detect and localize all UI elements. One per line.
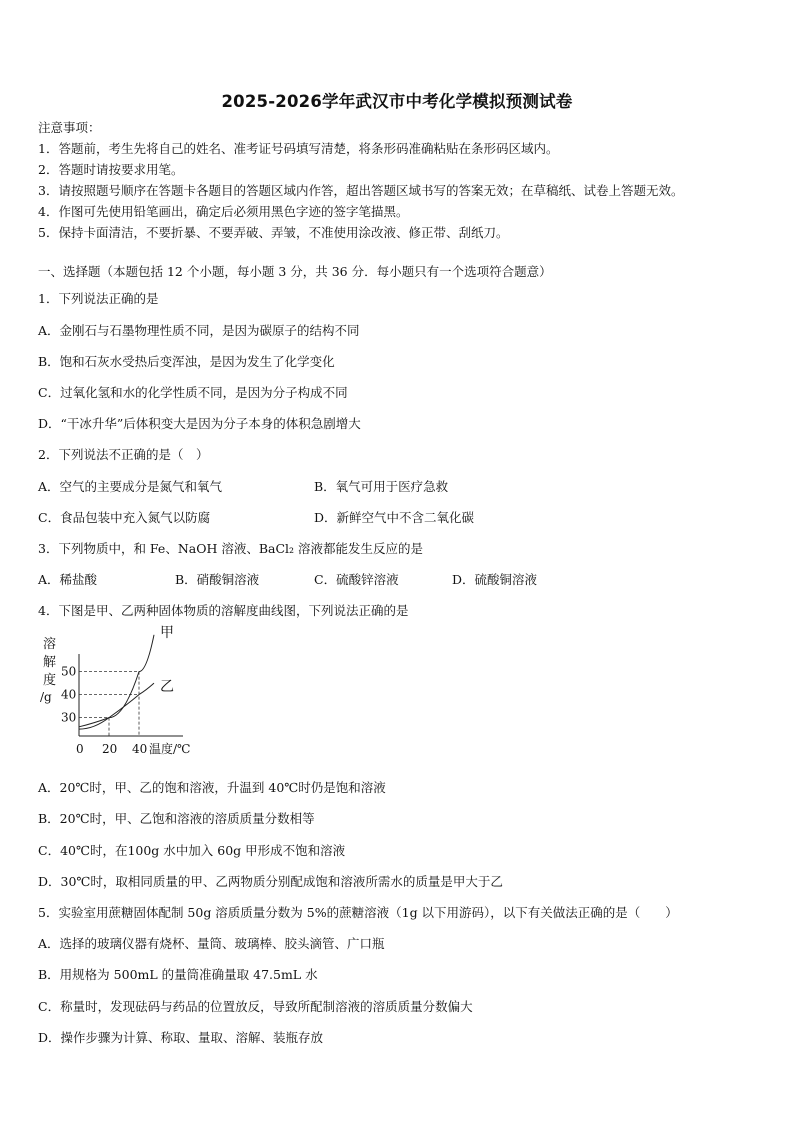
series-line xyxy=(79,635,154,729)
series-label: 乙 xyxy=(160,679,174,696)
q5-option-c: C．称量时，发现砝码与药品的位置放反，导致所配制溶液的溶质质量分数偏大 xyxy=(38,999,473,1014)
q5-option-b: B．用规格为 500mL 的量筒准确量取 47.5mL 水 xyxy=(38,967,318,982)
question-4-stem: 4．下图是甲、乙两种固体物质的溶解度曲线图，下列说法正确的是 xyxy=(38,603,409,618)
solubility-chart xyxy=(38,624,208,762)
notice-item: 4．作图可先使用铅笔画出，确定后必须用黑色字迹的签字笔描黑。 xyxy=(38,204,409,219)
notice-item: 5．保持卡面清洁，不要折暴、不要弄破、弄皱，不准使用涂改液、修正带、刮纸刀。 xyxy=(38,225,509,240)
question-3-stem: 3．下列物质中，和 Fe、NaOH 溶液、BaCl₂ 溶液都能发生反应的是 xyxy=(38,541,424,556)
q4-option-d: D．30℃时，取相同质量的甲、乙两物质分别配成饱和溶液所需水的质量是甲大于乙 xyxy=(38,874,503,889)
q2-option-b: B．氧气可用于医疗急救 xyxy=(314,479,449,494)
notice-heading: 注意事项： xyxy=(38,120,101,135)
q2-option-a: A．空气的主要成分是氮气和氧气 xyxy=(38,479,223,494)
notice-item: 2．答题时请按要求用笔。 xyxy=(38,162,184,177)
page-title: 2025-2026学年武汉市中考化学模拟预测试卷 xyxy=(221,92,573,111)
y-axis-label-char: 解 xyxy=(43,655,57,670)
notice-item: 3．请按照题号顺序在答题卡各题目的答题区域内作答，超出答题区域书写的答案无效；在草稿纸、试卷上答题无效。 xyxy=(38,183,684,198)
question-2-stem: 2．下列说法不正确的是（ ） xyxy=(38,447,209,462)
y-tick-label: 40 xyxy=(61,687,77,702)
question-1-stem: 1．下列说法正确的是 xyxy=(38,291,159,306)
q1-option-d: D．“干冰升华”后体积变大是因为分子本身的体积急剧增大 xyxy=(38,416,361,431)
q4-option-b: B．20℃时，甲、乙饱和溶液的溶质质量分数相等 xyxy=(38,811,315,826)
q3-option-a: A．稀盐酸 xyxy=(38,572,98,587)
x-axis-label: 温度/℃ xyxy=(149,742,191,756)
x-tick-label: 20 xyxy=(102,742,118,756)
q1-option-a: A．金刚石与石墨物理性质不同，是因为碳原子的结构不同 xyxy=(38,323,360,338)
section-heading: 一、选择题（本题包括 12 个小题，每小题 3 分，共 36 分．每小题只有一个选项符合题意） xyxy=(38,264,552,279)
x-tick-label: 0 xyxy=(76,742,84,756)
y-axis-label-char: 度 xyxy=(43,673,57,688)
q2-option-c: C．食品包装中充入氮气以防腐 xyxy=(38,510,211,525)
series-line xyxy=(79,683,154,727)
q3-option-b: B．硝酸铜溶液 xyxy=(175,572,260,587)
q1-option-b: B．饱和石灰水受热后变浑浊，是因为发生了化学变化 xyxy=(38,354,335,369)
q2-option-d: D．新鲜空气中不含二氧化碳 xyxy=(314,510,475,525)
q4-option-c: C．40℃时，在100g 水中加入 60g 甲形成不饱和溶液 xyxy=(38,843,346,858)
q3-option-c: C．硫酸锌溶液 xyxy=(314,572,399,587)
q3-option-d: D．硫酸铜溶液 xyxy=(452,572,538,587)
notice-item: 1．答题前，考生先将自己的姓名、准考证号码填写清楚，将条形码准确粘贴在条形码区域内。 xyxy=(38,141,559,156)
y-axis-label-char: 溶 xyxy=(43,637,57,652)
q1-option-c: C．过氧化氢和水的化学性质不同，是因为分子构成不同 xyxy=(38,385,348,400)
y-tick-label: 30 xyxy=(61,710,77,725)
y-axis-label-char: /g xyxy=(40,690,52,704)
question-5-stem: 5．实验室用蔗糖固体配制 50g 溶质质量分数为 5%的蔗糖溶液（1g 以下用游码），以下有关做法正确的是（ ） xyxy=(38,905,678,920)
q5-option-a: A．选择的玻璃仪器有烧杯、量筒、玻璃棒、胶头滴管、广口瓶 xyxy=(38,936,385,951)
q5-option-d: D．操作步骤为计算、称取、量取、溶解、装瓶存放 xyxy=(38,1030,324,1045)
y-tick-label: 50 xyxy=(61,664,77,679)
series-label: 甲 xyxy=(160,624,174,641)
x-tick-label: 40 xyxy=(132,742,148,756)
q4-option-a: A．20℃时，甲、乙的饱和溶液，升温到 40℃时仍是饱和溶液 xyxy=(38,780,386,795)
